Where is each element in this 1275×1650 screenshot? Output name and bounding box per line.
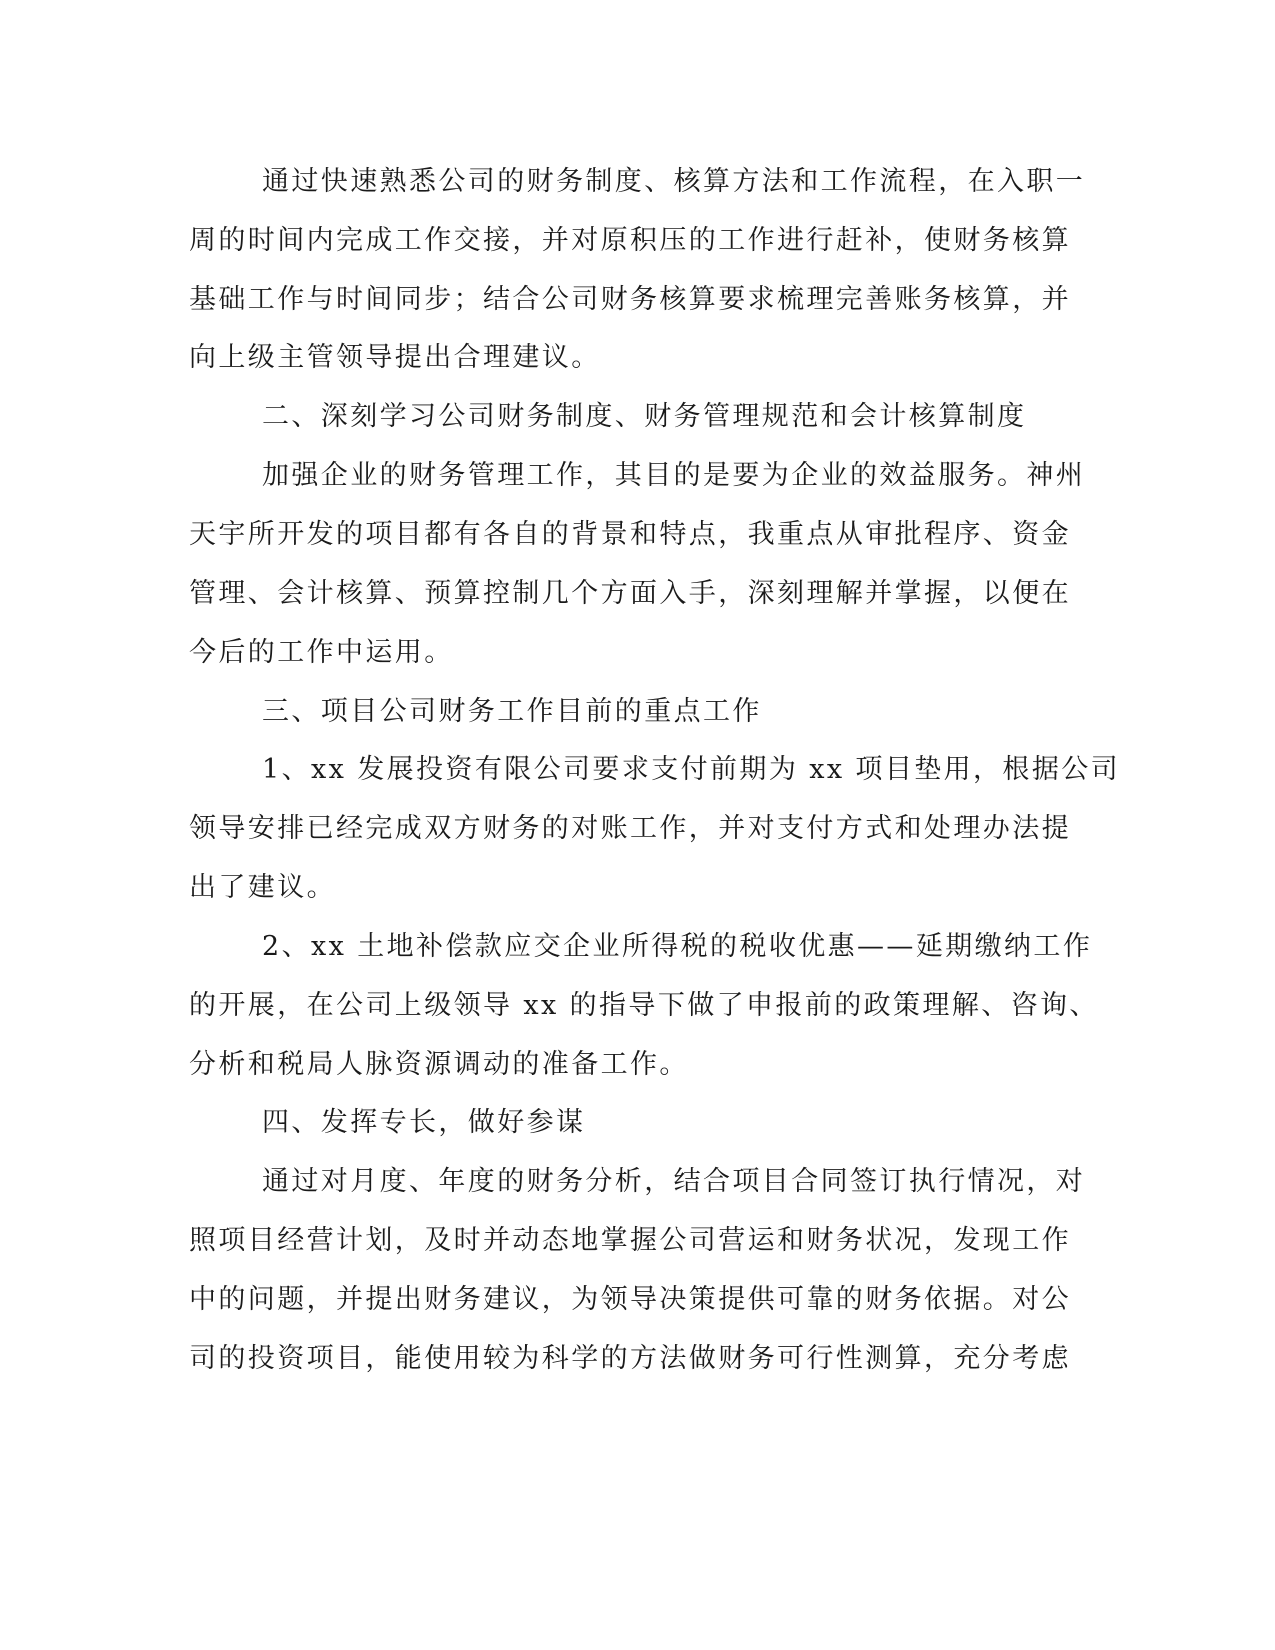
section-heading-2: 二、深刻学习公司财务制度、财务管理规范和会计核算制度 bbox=[262, 401, 1027, 432]
item-1-line-1: 1、xx 发展投资有限公司要求支付前期为 xx 项目垫用，根据公司 bbox=[262, 754, 1121, 785]
paragraph-2-line-4: 今后的工作中运用。 bbox=[189, 637, 454, 668]
item-1-line-3: 出了建议。 bbox=[189, 872, 336, 903]
paragraph-2-line-3: 管理、会计核算、预算控制几个方面入手，深刻理解并掌握，以便在 bbox=[189, 578, 1071, 609]
item-1-line-2: 领导安排已经完成双方财务的对账工作，并对支付方式和处理办法提 bbox=[189, 813, 1071, 844]
paragraph-1-line-3: 基础工作与时间同步；结合公司财务核算要求梳理完善账务核算，并 bbox=[189, 284, 1071, 315]
paragraph-2-line-1: 加强企业的财务管理工作，其目的是要为企业的效益服务。神州 bbox=[262, 460, 1086, 491]
item-2-line-2: 的开展，在公司上级领导 xx 的指导下做了申报前的政策理解、咨询、 bbox=[189, 990, 1099, 1021]
section-heading-4: 四、发挥专长，做好参谋 bbox=[262, 1107, 586, 1138]
paragraph-1-line-4: 向上级主管领导提出合理建议。 bbox=[189, 342, 601, 373]
paragraph-4-line-3: 中的问题，并提出财务建议，为领导决策提供可靠的财务依据。对公 bbox=[189, 1284, 1071, 1315]
paragraph-2-line-2: 天宇所开发的项目都有各自的背景和特点，我重点从审批程序、资金 bbox=[189, 519, 1071, 550]
section-heading-3: 三、项目公司财务工作目前的重点工作 bbox=[262, 696, 762, 727]
paragraph-4-line-4: 司的投资项目，能使用较为科学的方法做财务可行性测算，充分考虑 bbox=[189, 1343, 1071, 1374]
paragraph-4-line-2: 照项目经营计划，及时并动态地掌握公司营运和财务状况，发现工作 bbox=[189, 1225, 1071, 1256]
item-2-line-1: 2、xx 土地补偿款应交企业所得税的税收优惠——延期缴纳工作 bbox=[262, 931, 1093, 962]
paragraph-1-line-1: 通过快速熟悉公司的财务制度、核算方法和工作流程，在入职一 bbox=[262, 166, 1086, 197]
paragraph-4-line-1: 通过对月度、年度的财务分析，结合项目合同签订执行情况，对 bbox=[262, 1166, 1086, 1197]
paragraph-1-line-2: 周的时间内完成工作交接，并对原积压的工作进行赶补，使财务核算 bbox=[189, 225, 1071, 256]
item-2-line-3: 分析和税局人脉资源调动的准备工作。 bbox=[189, 1049, 689, 1080]
